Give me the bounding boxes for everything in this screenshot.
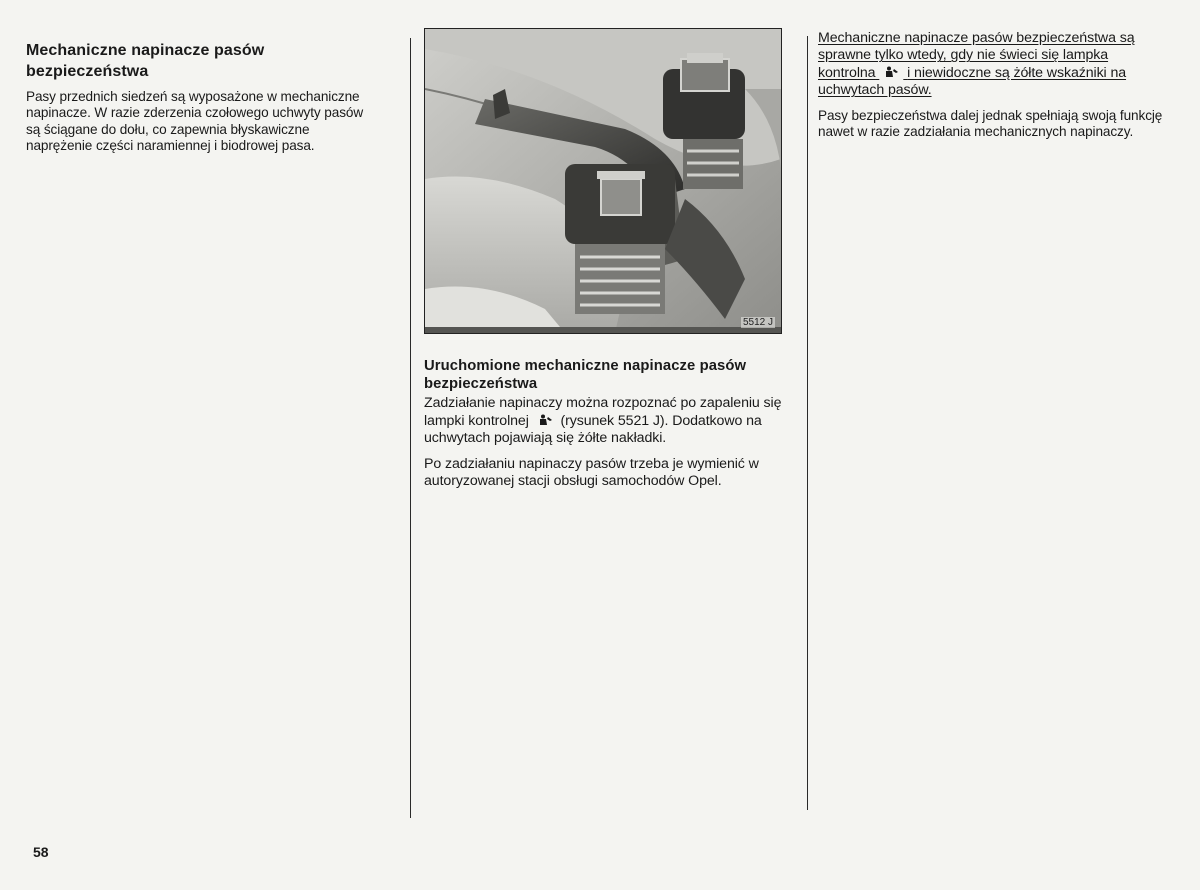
activation-paragraph xyxy=(424,395,784,448)
seat-belt-illustration xyxy=(425,29,781,333)
page-number: 58 xyxy=(33,844,49,860)
seat-belt-pretensioner-warning-icon xyxy=(537,414,553,426)
activation-text-start: Zadziałanie napinaczy można rozpoznać po zapaleniu się lampki kontrolnej xyxy=(424,395,782,429)
section-heading: Mechaniczne napinacze pasów bezpieczeństwa xyxy=(26,42,265,80)
function-check-note xyxy=(818,30,1168,100)
column-divider xyxy=(410,38,411,818)
activation-text-end: (rysunek 5521 J). Dodatkowo na uchwytach pojawiają się żółte nakładki. xyxy=(424,412,762,447)
seat-belt-pretensioner-warning-icon xyxy=(883,66,899,78)
left-column xyxy=(26,40,376,162)
activated-heading: Uruchomione mechaniczne napinacze pasów bezpieczeństwa xyxy=(424,358,747,392)
function-check-text-end: i niewidoczne są żółte wskaźniki na uchwytach pasów. xyxy=(818,64,1127,99)
belt-function-paragraph: Pasy bezpieczeństwa dalej jednak spełniają swoją funkcję nawet w razie zadziałania mechanicznych napinaczy. xyxy=(818,107,1163,139)
function-check-text-start: Mechaniczne napinacze pasów bezpieczeństwa są sprawne tylko wtedy, gdy nie świeci się lampka kontrolna xyxy=(818,30,1135,81)
column-divider xyxy=(807,36,808,810)
middle-column xyxy=(424,28,784,499)
figure-code: 5512 J xyxy=(742,317,773,328)
replacement-paragraph: Po zadziałaniu napinaczy pasów trzeba je wymienić w autoryzowanej stacji obsługi samochodów Opel. xyxy=(424,455,759,490)
intro-paragraph: Pasy przednich siedzeń są wyposażone w mechaniczne napinacze. W razie zderzenia czołowego uchwyty pasów są ściągane do dołu, co zapewnia błyskawiczne naprężenie części naramiennej i biodrowej pasa. xyxy=(26,89,364,153)
right-column xyxy=(818,30,1168,148)
seat-belt-figure xyxy=(424,28,782,334)
